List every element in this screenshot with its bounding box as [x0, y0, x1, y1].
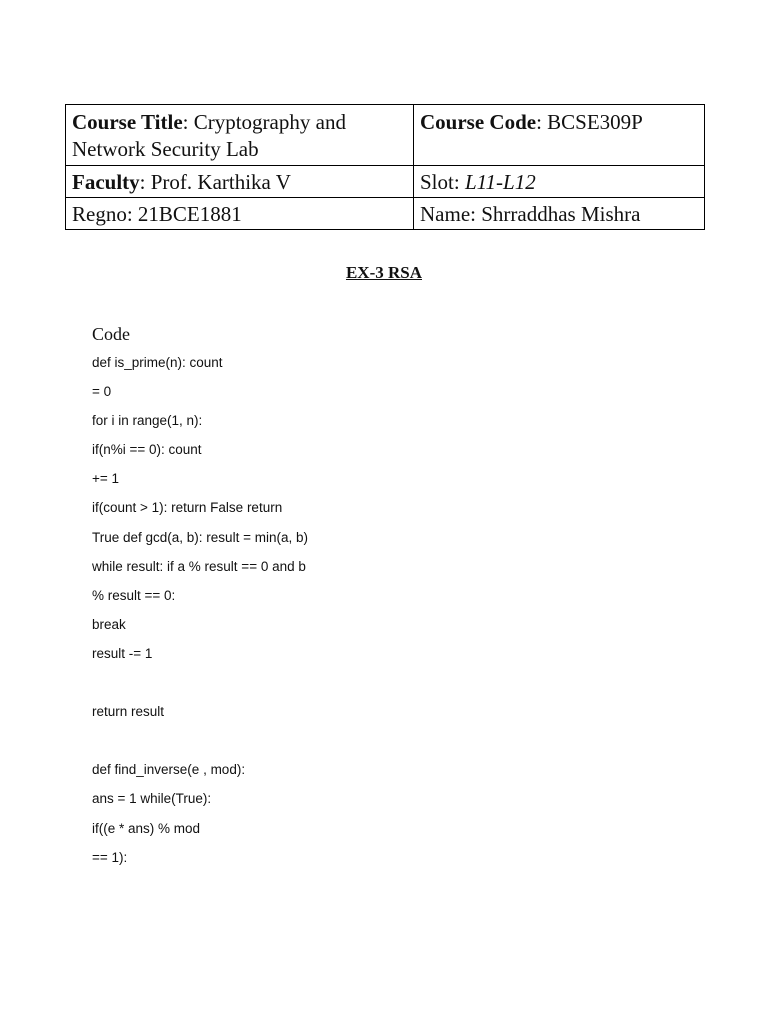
code-line — [92, 673, 308, 702]
faculty-cell — [66, 166, 414, 198]
code-section-title: Code — [92, 324, 130, 344]
code-line: True def gcd(a, b): result = min(a, b) — [92, 529, 308, 545]
code-line: if((e * ans) % mod — [92, 820, 201, 836]
regno-cell: Regno: 21BCE1881 — [66, 198, 414, 230]
name-cell: Name: Shrraddhas Mishra — [414, 198, 705, 230]
faculty-row — [66, 166, 705, 198]
course-code-cell — [414, 105, 705, 166]
code-line: if(n%i == 0): count — [92, 442, 202, 458]
student-row — [66, 198, 705, 230]
course-title-cell — [66, 105, 414, 166]
code-line: ans = 1 while(True): — [92, 791, 212, 807]
code-line: def is_prime(n): count — [92, 355, 223, 370]
code-line: while result: if a % result == 0 and b — [92, 558, 306, 574]
code-line: == 1): — [92, 849, 128, 865]
slot-value: L11-L12 — [464, 170, 536, 194]
code-line: return result — [92, 704, 165, 720]
slot-label: Slot: — [420, 170, 465, 194]
slot-cell — [414, 166, 705, 198]
faculty-label: Faculty — [72, 170, 140, 194]
course-code-label: Course Code — [420, 110, 537, 134]
code-listing — [92, 353, 308, 877]
code-line: for i in range(1, n): — [92, 413, 203, 429]
course-row — [66, 105, 705, 166]
code-line: break — [92, 616, 126, 632]
code-line: if(count > 1): return False return — [92, 500, 283, 516]
course-title-value: : Cryptography and Network Security Lab — [72, 110, 346, 161]
code-line: result -= 1 — [92, 645, 153, 661]
faculty-value: : Prof. Karthika V — [139, 170, 291, 194]
code-line — [92, 731, 308, 760]
code-line: = 0 — [92, 384, 112, 400]
course-title-label: Course Title — [72, 110, 183, 134]
code-line: def find_inverse(e , mod): — [92, 762, 246, 778]
exercise-heading — [0, 263, 768, 283]
course-code-value: : BCSE309P — [536, 110, 643, 134]
code-line: % result == 0: — [92, 587, 176, 603]
code-line: += 1 — [92, 471, 120, 487]
exercise-heading-text: EX-3 RSA — [345, 263, 423, 282]
course-info-table — [65, 104, 705, 230]
